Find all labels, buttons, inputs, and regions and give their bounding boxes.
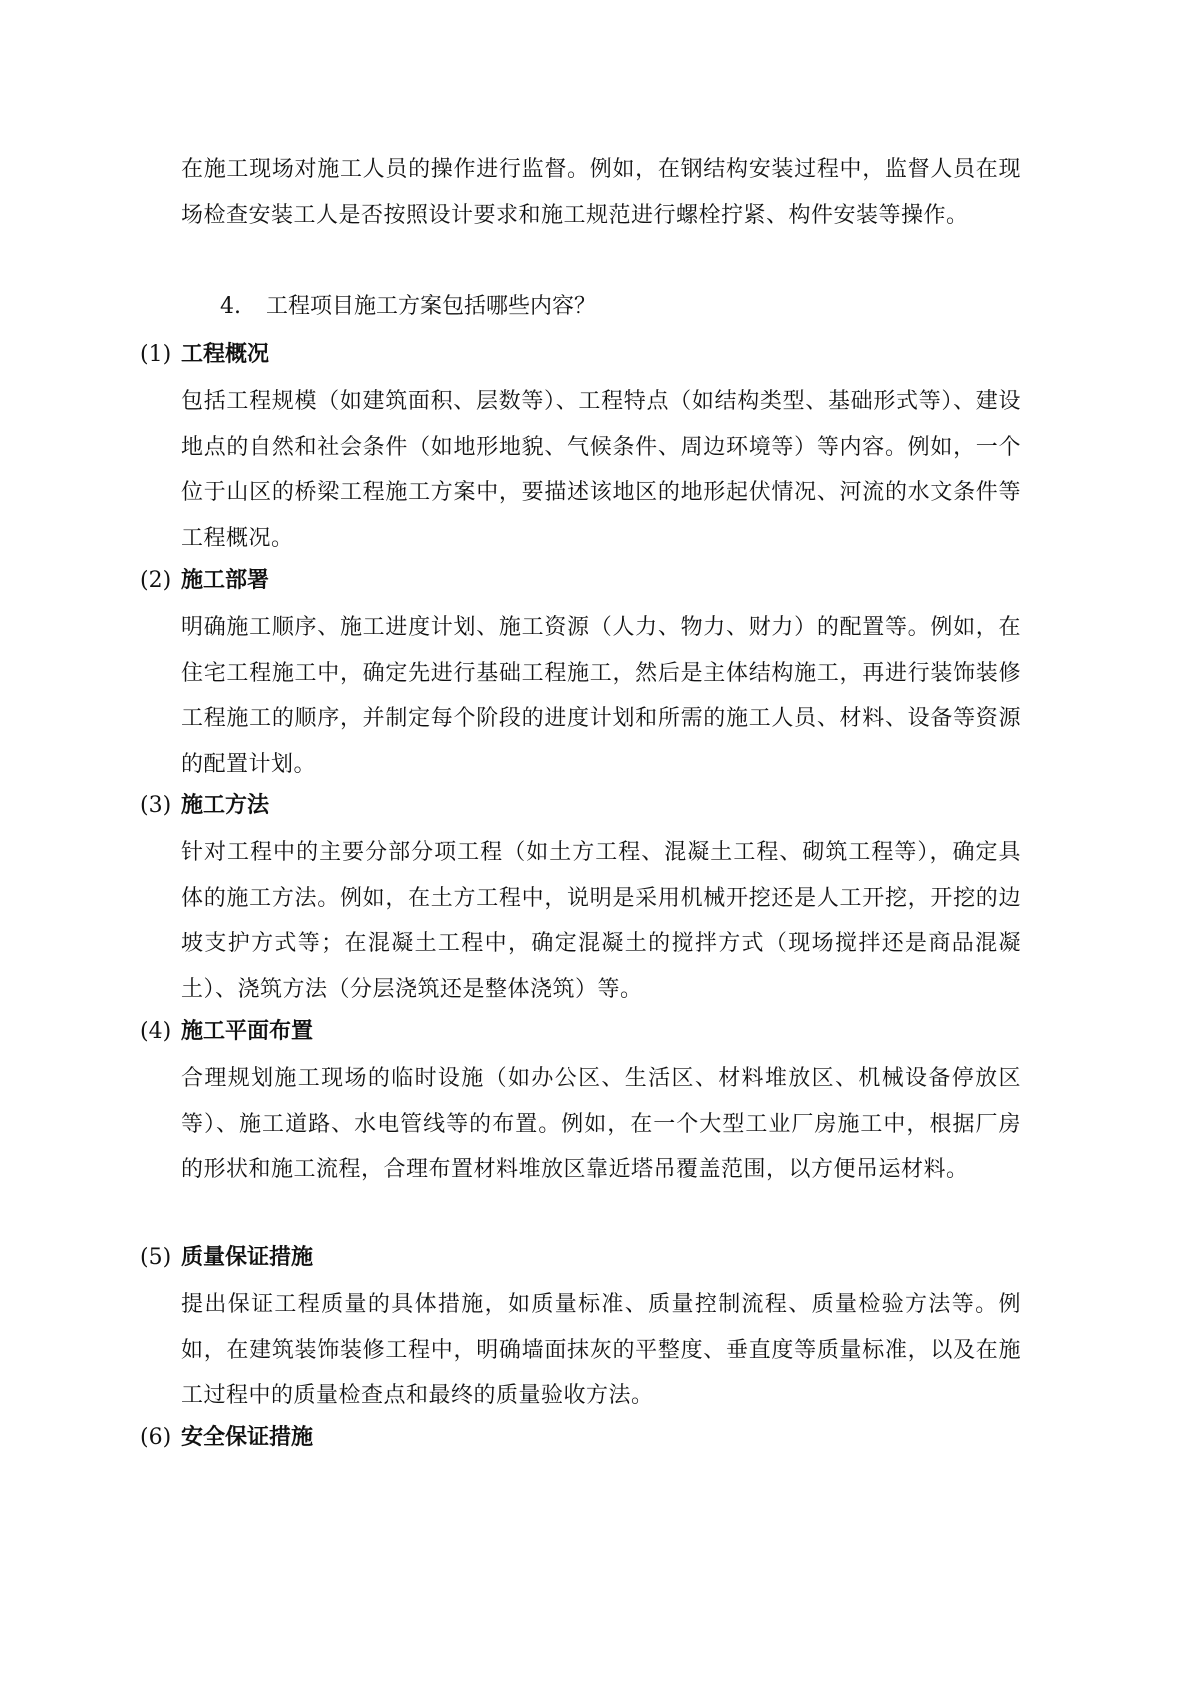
section-number: (4) [140,1019,172,1044]
section-number: (6) [140,1425,172,1450]
question-line [220,284,596,330]
question-number: 4. [220,294,241,319]
section-number: (1) [140,342,172,367]
section-heading-1 [140,332,269,378]
section-body-5: 提出保证工程质量的具体措施，如质量标准、质量控制流程、质量检验方法等。例如，在建筑装饰装修工程中，明确墙面抹灰的平整度、垂直度等质量标准，以及在施工过程中的质量检查点和最终的质量验收方法。 [181,1292,1021,1408]
section-title: 质量保证措施 [181,1245,314,1270]
section-title: 施工平面布置 [181,1019,314,1044]
section-title: 施工方法 [181,793,270,818]
question-text: 工程项目施工方案包括哪些内容？ [266,294,597,319]
section-heading-3 [140,783,269,829]
section-body-3: 针对工程中的主要分部分项工程（如土方工程、混凝土工程、砌筑工程等），确定具体的施工方法。例如，在土方工程中，说明是采用机械开挖还是人工开挖，开挖的边坡支护方式等；在混凝土工程中，确定混凝土的搅拌方式（现场搅拌还是商品混凝土）、浇筑方法（分层浇筑还是整体浇筑）等。 [181,840,1021,1002]
section-number: (2) [140,568,172,593]
section-number: (3) [140,793,172,818]
section-body-2: 明确施工顺序、施工进度计划、施工资源（人力、物力、财力）的配置等。例如，在住宅工程施工中，确定先进行基础工程施工，然后是主体结构施工，再进行装饰装修工程施工的顺序，并制定每个阶段的进度计划和所需的施工人员、材料、设备等资源的配置计划。 [181,615,1021,777]
section-heading-2 [140,558,269,604]
section-title: 安全保证措施 [181,1425,314,1450]
section-body-1: 包括工程规模（如建筑面积、层数等）、工程特点（如结构类型、基础形式等）、建设地点的自然和社会条件（如地形地貌、气候条件、周边环境等）等内容。例如，一个位于山区的桥梁工程施工方案中，要描述该地区的地形起伏情况、河流的水文条件等工程概况。 [181,389,1021,551]
section-heading-4 [140,1009,313,1055]
section-heading-6 [140,1415,313,1461]
intro-paragraph: 在施工现场对施工人员的操作进行监督。例如，在钢结构安装过程中，监督人员在现场检查安装工人是否按照设计要求和施工规范进行螺栓拧紧、构件安装等操作。 [181,157,1021,228]
section-title: 工程概况 [181,342,270,367]
section-body-4: 合理规划施工现场的临时设施（如办公区、生活区、材料堆放区、机械设备停放区等）、施工道路、水电管线等的布置。例如，在一个大型工业厂房施工中，根据厂房的形状和施工流程，合理布置材料堆放区靠近塔吊覆盖范围，以方便吊运材料。 [181,1066,1021,1182]
section-title: 施工部署 [181,568,270,593]
section-heading-5 [140,1235,313,1281]
section-number: (5) [140,1245,172,1270]
